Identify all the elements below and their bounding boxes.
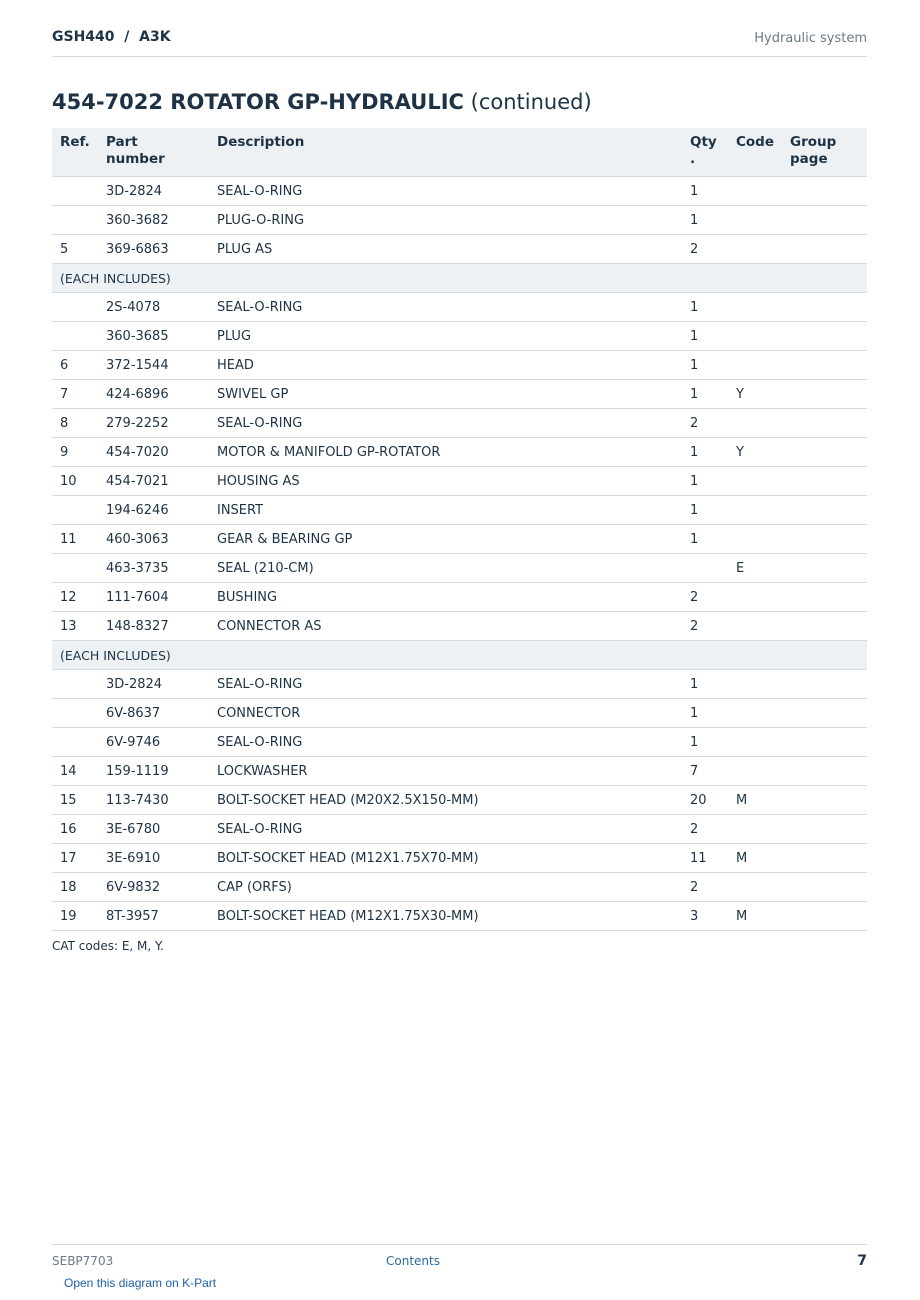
table-row	[52, 728, 867, 757]
cell-part-number: 6V-8637	[98, 699, 209, 728]
cell-description: SEAL-O-RING	[209, 815, 682, 844]
table-row	[52, 554, 867, 583]
cell-ref: 9	[52, 438, 98, 467]
cell-description: CAP (ORFS)	[209, 873, 682, 902]
cell-code: E	[728, 554, 782, 583]
cell-group-page	[782, 699, 867, 728]
cell-code	[728, 293, 782, 322]
table-row	[52, 873, 867, 902]
cell-qty: 1	[682, 177, 728, 206]
cell-ref	[52, 496, 98, 525]
cell-qty: 2	[682, 409, 728, 438]
cell-ref	[52, 322, 98, 351]
cell-qty: 2	[682, 612, 728, 641]
section-label: Hydraulic system	[754, 31, 867, 46]
cell-ref	[52, 670, 98, 699]
cell-qty: 20	[682, 786, 728, 815]
cell-part-number: 6V-9832	[98, 873, 209, 902]
cell-ref: 18	[52, 873, 98, 902]
parts-table	[52, 128, 867, 931]
page-number: 7	[857, 1253, 867, 1269]
cell-qty: 1	[682, 351, 728, 380]
page-header	[52, 0, 867, 57]
cell-ref: 7	[52, 380, 98, 409]
table-row	[52, 902, 867, 931]
table-row	[52, 235, 867, 264]
cell-description: INSERT	[209, 496, 682, 525]
cell-ref: 5	[52, 235, 98, 264]
table-note-row	[52, 641, 867, 670]
cell-group-page	[782, 322, 867, 351]
cell-qty: 1	[682, 728, 728, 757]
cell-code: Y	[728, 380, 782, 409]
cell-description: SEAL-O-RING	[209, 670, 682, 699]
cell-code: M	[728, 844, 782, 873]
cell-code	[728, 815, 782, 844]
cell-description: HOUSING AS	[209, 467, 682, 496]
cat-codes-note: CAT codes: E, M, Y.	[52, 939, 164, 953]
cell-part-number: 113-7430	[98, 786, 209, 815]
cell-part-number: 460-3063	[98, 525, 209, 554]
cell-qty: 7	[682, 757, 728, 786]
parts-table-body	[52, 177, 867, 931]
cell-code	[728, 322, 782, 351]
cell-description: MOTOR & MANIFOLD GP-ROTATOR	[209, 438, 682, 467]
cell-group-page	[782, 815, 867, 844]
cell-qty: 1	[682, 496, 728, 525]
table-row	[52, 786, 867, 815]
cell-ref	[52, 293, 98, 322]
cell-code	[728, 177, 782, 206]
table-note-row	[52, 264, 867, 293]
cell-ref	[52, 206, 98, 235]
table-row	[52, 844, 867, 873]
cell-code: M	[728, 902, 782, 931]
cell-qty: 2	[682, 235, 728, 264]
header-group-page: Group page	[782, 128, 867, 177]
cell-group-page	[782, 293, 867, 322]
table-row	[52, 322, 867, 351]
table-row	[52, 496, 867, 525]
cell-group-page	[782, 206, 867, 235]
cell-part-number: 454-7020	[98, 438, 209, 467]
cell-description: LOCKWASHER	[209, 757, 682, 786]
page-footer	[52, 1244, 867, 1275]
table-row	[52, 409, 867, 438]
note-text: (EACH INCLUDES)	[52, 641, 867, 670]
header-part-number: Part number	[98, 128, 209, 177]
table-row	[52, 351, 867, 380]
cell-group-page	[782, 235, 867, 264]
cell-description: SEAL-O-RING	[209, 293, 682, 322]
cell-part-number: 279-2252	[98, 409, 209, 438]
cell-part-number: 194-6246	[98, 496, 209, 525]
page-title	[52, 90, 592, 114]
header-description: Description	[209, 128, 682, 177]
cell-part-number: 3E-6910	[98, 844, 209, 873]
cell-qty: 2	[682, 873, 728, 902]
cell-part-number: 159-1119	[98, 757, 209, 786]
cell-ref: 17	[52, 844, 98, 873]
cell-part-number: 424-6896	[98, 380, 209, 409]
cell-code	[728, 670, 782, 699]
cell-description: GEAR & BEARING GP	[209, 525, 682, 554]
header-qty: Qty .	[682, 128, 728, 177]
header-ref: Ref.	[52, 128, 98, 177]
cell-code	[728, 409, 782, 438]
cell-group-page	[782, 525, 867, 554]
cell-code	[728, 351, 782, 380]
cell-description: PLUG AS	[209, 235, 682, 264]
cell-description: SEAL-O-RING	[209, 728, 682, 757]
cell-code: M	[728, 786, 782, 815]
model-label: GSH440 / A3K	[52, 29, 171, 45]
cell-description: PLUG-O-RING	[209, 206, 682, 235]
cell-ref: 12	[52, 583, 98, 612]
cell-part-number: 111-7604	[98, 583, 209, 612]
cell-part-number: 360-3685	[98, 322, 209, 351]
cell-code	[728, 873, 782, 902]
cell-qty: 1	[682, 467, 728, 496]
table-row	[52, 438, 867, 467]
cell-part-number: 3E-6780	[98, 815, 209, 844]
cell-ref: 14	[52, 757, 98, 786]
table-row	[52, 177, 867, 206]
table-row	[52, 206, 867, 235]
table-row	[52, 670, 867, 699]
cell-group-page	[782, 728, 867, 757]
cell-group-page	[782, 409, 867, 438]
cell-description: SEAL-O-RING	[209, 409, 682, 438]
cell-description: PLUG	[209, 322, 682, 351]
cell-qty: 1	[682, 380, 728, 409]
note-text: (EACH INCLUDES)	[52, 264, 867, 293]
cell-description: CONNECTOR	[209, 699, 682, 728]
cell-description: BOLT-SOCKET HEAD (M20X2.5X150-MM)	[209, 786, 682, 815]
cell-part-number: 148-8327	[98, 612, 209, 641]
cell-part-number: 6V-9746	[98, 728, 209, 757]
kpart-link[interactable]: Open this diagram on K-Part	[64, 1276, 217, 1290]
cell-part-number: 360-3682	[98, 206, 209, 235]
cell-description: SEAL-O-RING	[209, 177, 682, 206]
cell-group-page	[782, 467, 867, 496]
cell-ref: 10	[52, 467, 98, 496]
document-id: SEBP7703	[52, 1254, 114, 1268]
cell-ref	[52, 699, 98, 728]
table-row	[52, 699, 867, 728]
header-code: Code	[728, 128, 782, 177]
cell-description: BOLT-SOCKET HEAD (M12X1.75X70-MM)	[209, 844, 682, 873]
cell-qty: 2	[682, 815, 728, 844]
cell-qty: 1	[682, 438, 728, 467]
table-row	[52, 293, 867, 322]
table-row	[52, 583, 867, 612]
cell-qty: 3	[682, 902, 728, 931]
cell-group-page	[782, 554, 867, 583]
cell-code	[728, 467, 782, 496]
cell-group-page	[782, 438, 867, 467]
cell-ref	[52, 728, 98, 757]
cell-part-number: 3D-2824	[98, 177, 209, 206]
cell-ref: 6	[52, 351, 98, 380]
cell-group-page	[782, 351, 867, 380]
contents-link[interactable]: Contents	[386, 1254, 440, 1268]
table-row	[52, 525, 867, 554]
cell-group-page	[782, 902, 867, 931]
cell-code: Y	[728, 438, 782, 467]
cell-ref	[52, 554, 98, 583]
cell-group-page	[782, 786, 867, 815]
table-row	[52, 380, 867, 409]
table-row	[52, 612, 867, 641]
cell-code	[728, 728, 782, 757]
table-header-row	[52, 128, 867, 177]
cell-qty: 11	[682, 844, 728, 873]
cell-code	[728, 206, 782, 235]
cell-part-number: 2S-4078	[98, 293, 209, 322]
cell-qty: 1	[682, 206, 728, 235]
cell-qty: 1	[682, 699, 728, 728]
cell-qty	[682, 554, 728, 583]
cell-description: CONNECTOR AS	[209, 612, 682, 641]
cell-code	[728, 583, 782, 612]
cell-description: HEAD	[209, 351, 682, 380]
title-main: 454-7022 ROTATOR GP-HYDRAULIC	[52, 90, 464, 114]
cell-qty: 2	[682, 583, 728, 612]
cell-code	[728, 496, 782, 525]
cell-ref: 8	[52, 409, 98, 438]
cell-part-number: 369-6863	[98, 235, 209, 264]
cell-group-page	[782, 612, 867, 641]
cell-ref: 19	[52, 902, 98, 931]
cell-group-page	[782, 873, 867, 902]
cell-qty: 1	[682, 525, 728, 554]
cell-code	[728, 612, 782, 641]
cell-group-page	[782, 844, 867, 873]
cell-ref: 11	[52, 525, 98, 554]
cell-part-number: 372-1544	[98, 351, 209, 380]
cell-group-page	[782, 496, 867, 525]
cell-code	[728, 525, 782, 554]
cell-group-page	[782, 177, 867, 206]
cell-ref: 15	[52, 786, 98, 815]
title-suffix: (continued)	[470, 90, 592, 114]
cell-group-page	[782, 670, 867, 699]
cell-group-page	[782, 583, 867, 612]
cell-part-number: 3D-2824	[98, 670, 209, 699]
cell-group-page	[782, 380, 867, 409]
cell-description: BOLT-SOCKET HEAD (M12X1.75X30-MM)	[209, 902, 682, 931]
cell-group-page	[782, 757, 867, 786]
cell-qty: 1	[682, 670, 728, 699]
cell-qty: 1	[682, 322, 728, 351]
cell-part-number: 454-7021	[98, 467, 209, 496]
cell-code	[728, 757, 782, 786]
cell-description: SWIVEL GP	[209, 380, 682, 409]
cell-ref	[52, 177, 98, 206]
cell-part-number: 463-3735	[98, 554, 209, 583]
cell-ref: 13	[52, 612, 98, 641]
cell-code	[728, 235, 782, 264]
table-row	[52, 467, 867, 496]
cell-description: BUSHING	[209, 583, 682, 612]
cell-code	[728, 699, 782, 728]
table-row	[52, 815, 867, 844]
cell-description: SEAL (210-CM)	[209, 554, 682, 583]
cell-qty: 1	[682, 293, 728, 322]
table-row	[52, 757, 867, 786]
cell-ref: 16	[52, 815, 98, 844]
cell-part-number: 8T-3957	[98, 902, 209, 931]
